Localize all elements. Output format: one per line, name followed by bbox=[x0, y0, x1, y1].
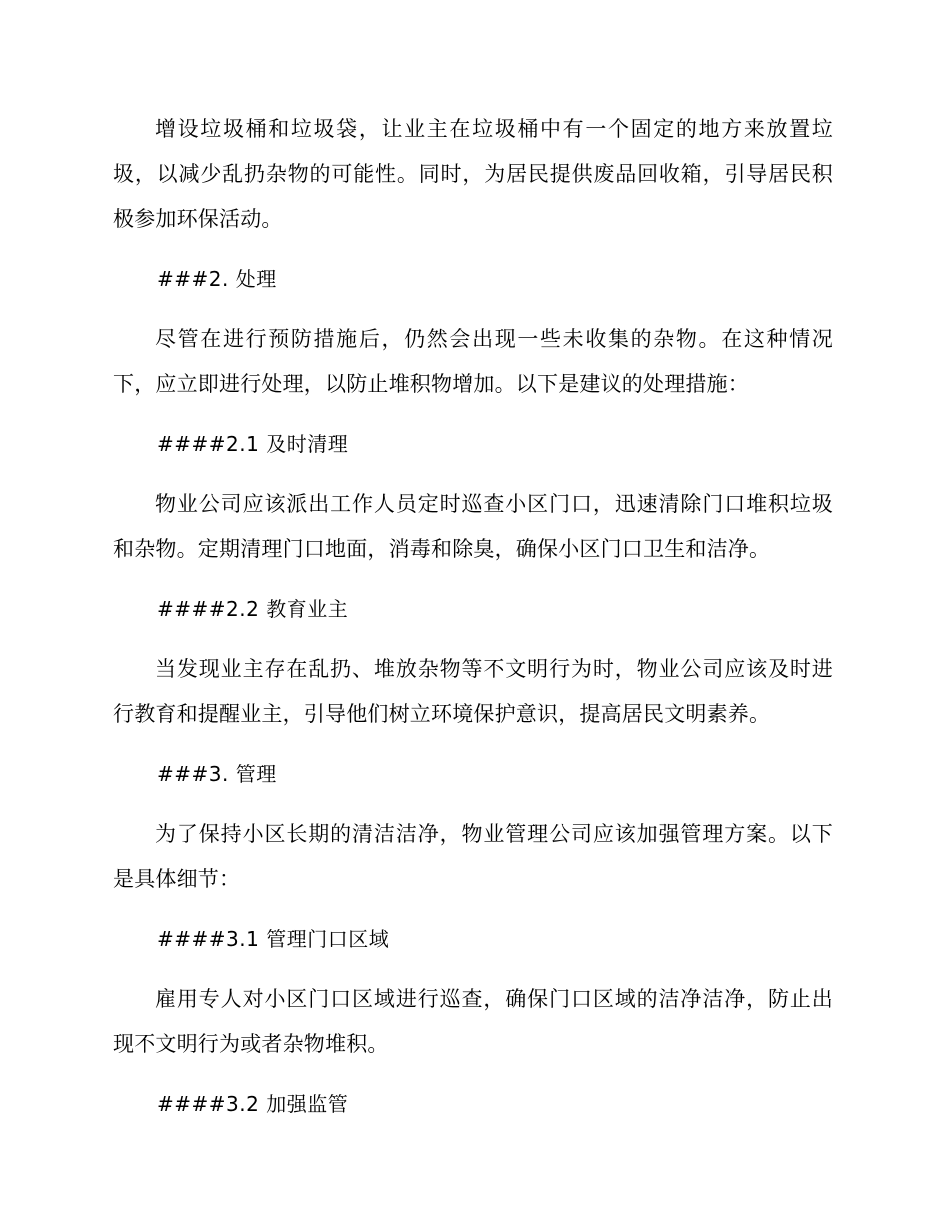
heading-2-handling: ###2. 处理 bbox=[157, 267, 277, 291]
paragraph-timely-cleanup: 物业公司应该派出工作人员定时巡查小区门口，迅速清除门口堆积垃圾和杂物。定期清理门口地面，消毒和除臭，确保小区门口卫生和洁净。 bbox=[113, 492, 833, 561]
paragraph-educate-owners: 当发现业主存在乱扔、堆放杂物等不文明行为时，物业公司应该及时进行教育和提醒业主，引导他们树立环境保护意识，提高居民文明素养。 bbox=[113, 657, 833, 726]
heading-3-management: ###3. 管理 bbox=[157, 762, 277, 786]
paragraph-management-intro: 为了保持小区长期的清洁洁净，物业管理公司应该加强管理方案。以下是具体细节： bbox=[113, 822, 833, 891]
paragraph-trash-bins: 增设垃圾桶和垃圾袋，让业主在垃圾桶中有一个固定的地方来放置垃圾，以减少乱扔杂物的可能性。同时，为居民提供废品回收箱，引导居民积极参加环保活动。 bbox=[113, 117, 833, 231]
heading-3-1-gate-area: ####3.1 管理门口区域 bbox=[157, 927, 390, 951]
heading-2-2-educate-owners: ####2.2 教育业主 bbox=[157, 597, 349, 621]
heading-2-1-timely-cleanup: ####2.1 及时清理 bbox=[157, 432, 349, 456]
paragraph-gate-area: 雇用专人对小区门口区域进行巡查，确保门口区域的洁净洁净，防止出现不文明行为或者杂物堆积。 bbox=[113, 987, 833, 1056]
heading-3-2-supervision: ####3.2 加强监管 bbox=[157, 1092, 349, 1116]
paragraph-handling-intro: 尽管在进行预防措施后，仍然会出现一些未收集的杂物。在这种情况下，应立即进行处理，以防止堆积物增加。以下是建议的处理措施： bbox=[113, 327, 833, 396]
document-body bbox=[113, 107, 833, 1142]
